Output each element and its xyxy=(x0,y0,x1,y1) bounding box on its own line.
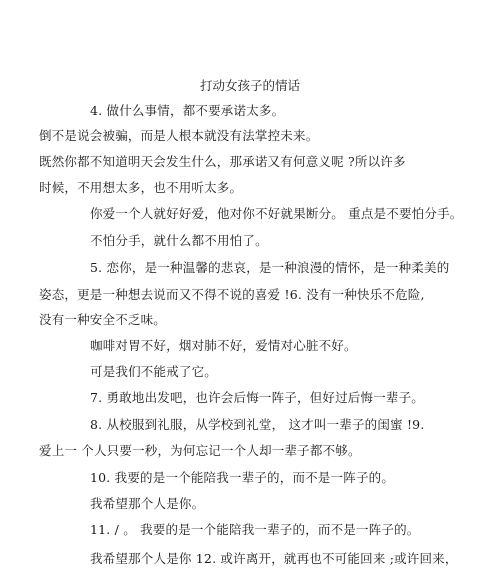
text-line: 我希望那个人是你。 xyxy=(90,496,205,511)
text-line: 4. 做什么事情，都不要承诺太多。 xyxy=(90,103,285,118)
text-line: 时候，不用想太多，也不用听太多。 xyxy=(39,180,243,195)
text-line: 既然你都不知道明天会发生什么，那承诺又有何意义呢 ?所以许多 xyxy=(39,154,406,169)
text-line: 没有一种安全不乏味。 xyxy=(39,312,167,327)
text-line: 10. 我要的是一个能陪我一辈子的，而不是一阵子的。 xyxy=(90,470,395,485)
text-line: 11. / 。 我要的是一个能陪我一辈子的，而不是一阵子的。 xyxy=(90,522,420,537)
text-line: 你爱一个人就好好爱，他对你不好就果断分。 重点是不要怕分手。 xyxy=(90,206,463,221)
document-title: 打动女孩子的情话 xyxy=(199,78,300,93)
text-line: 不怕分手，就什么都不用怕了。 xyxy=(90,233,268,248)
text-line: 咖啡对胃不好，烟对肺不好，爱情对心脏不好。 xyxy=(90,338,357,353)
text-line: 8. 从校服到礼服，从学校到礼堂， 这才叫一辈子的闺蜜 !9. xyxy=(90,417,425,432)
text-line: 5. 恋你，是一种温馨的悲哀，是一种浪漫的情怀，是一种柔美的 xyxy=(90,260,450,275)
text-line: 我希望那个人是你 12. 或许离开，就再也不可能回来 ;或许回来， xyxy=(90,551,458,566)
text-line: 倒不是说会被骗，而是人根本就没有法掌控未来。 xyxy=(39,128,319,143)
text-line: 爱上一 个人只要一秒，为何忘记一个人却一辈子都不够。 xyxy=(39,443,361,458)
text-line: 可是我们不能戒了它。 xyxy=(90,364,218,379)
text-line: 姿态，更是一种想去说而又不得不说的喜爱 !6. 没有一种快乐不危险, xyxy=(39,287,425,302)
text-line: 7. 勇敢地出发吧，也许会后悔一阵子，但好过后悔一辈子。 xyxy=(90,390,425,405)
